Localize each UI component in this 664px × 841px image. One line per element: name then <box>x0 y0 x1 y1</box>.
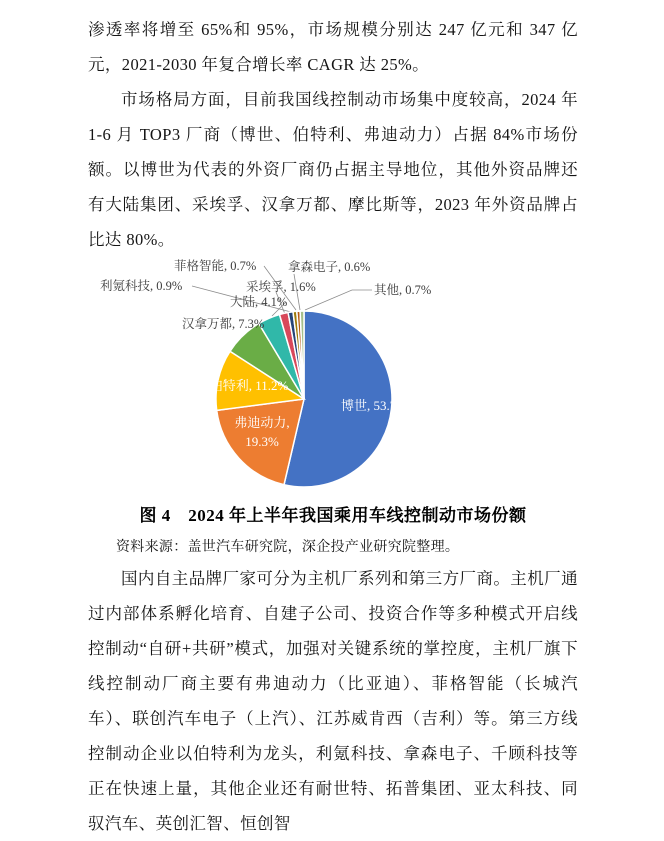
pie-label-大陆: 大陆, 4.1% <box>230 295 288 309</box>
pie-label-其他: 其他, 0.7% <box>374 283 432 297</box>
pie-label-拿森电子: 拿森电子, 0.6% <box>288 260 371 274</box>
pie-label-菲格智能: 菲格智能, 0.7% <box>174 259 257 273</box>
pie-label-汉拿万都: 汉拿万都, 7.3% <box>182 317 265 331</box>
pie-label-采埃孚: 采埃孚, 1.6% <box>246 280 316 294</box>
paragraph-domestic-brands: 国内自主品牌厂家可分为主机厂系列和第三方厂商。主机厂通过内部体系孵化培育、自建子公司、投资合作等多种模式开启线控制动“自研+共研”模式，加强对关键系统的掌控度，主机厂旗下线控制动厂商主要有弗迪动力（比亚迪）、菲格智能（长城汽车）、联创汽车电子（上汽）、江苏威肯西（吉利）等。第三方线控制动企业以伯特利为龙头，利氪科技、拿森电子、千顾科技等正在快速上量，其他企业还有耐世特、拓普集团、亚太科技、同驭汽车、英创汇智、恒创智 <box>88 569 578 833</box>
pie-label-弗迪动力: 19.3% <box>245 434 279 449</box>
paragraph-market-size: 渗透率将增至 65%和 95%，市场规模分别达 247 亿元和 347 亿元，2021-2030 年复合增长率 CAGR 达 25%。 <box>88 20 578 74</box>
pie-label-弗迪动力: 弗迪动力, <box>234 415 290 430</box>
pie-chart-figure <box>88 259 568 497</box>
paragraph-market-structure: 市场格局方面，目前我国线控制动市场集中度较高，2024 年 1-6 月 TOP3 厂商（博世、伯特利、弗迪动力）占据 84%市场份额。以博世为代表的外资厂商仍占据主导地位，其他外资品牌还有大陆集团、采埃孚、汉拿万都、摩比斯等，2023 年外资品牌占比达 80%。 <box>88 90 578 249</box>
pie-label-博世: 博世, 53.7% <box>340 398 408 413</box>
pie-label-伯特利: 伯特利, 11.2% <box>209 378 289 393</box>
pie-label-利氪科技: 利氪科技, 0.9% <box>100 279 183 293</box>
figure-caption: 图 4 2024 年上半年我国乘用车线控制动市场份额 <box>139 506 527 525</box>
pie-chart-svg <box>88 259 568 497</box>
source-note: 资料来源：盖世汽车研究院，深企投产业研究院整理。 <box>116 540 460 555</box>
